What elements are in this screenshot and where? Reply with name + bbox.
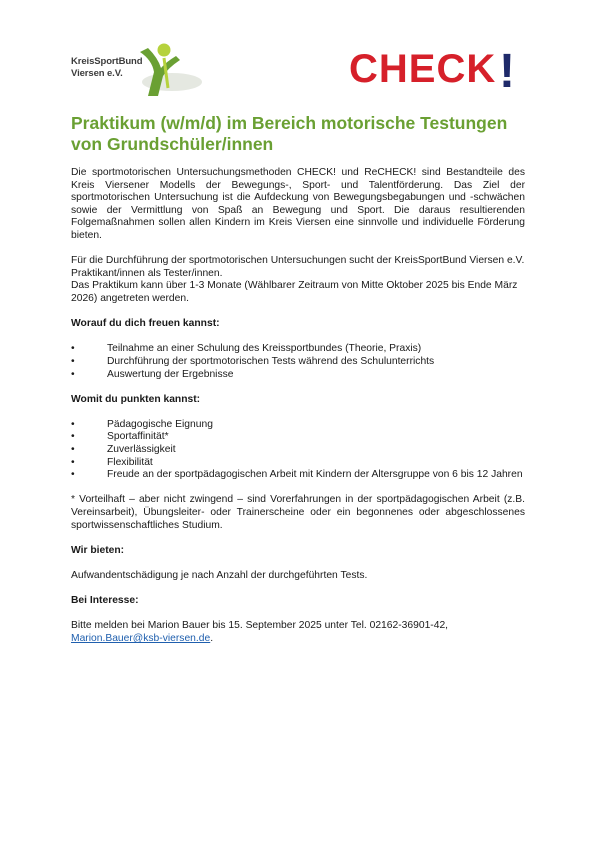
contact-end-period: . — [210, 632, 214, 644]
ksb-logo-text — [71, 56, 142, 80]
offer-text: Aufwandentschädigung je nach Anzahl der durchgeführten Tests. — [71, 570, 368, 581]
list-item: • Durchführung der sportmotorischen Tests während des Schulunterrichts — [71, 355, 435, 367]
heading-punkten: Womit du punkten kannst: — [71, 393, 201, 405]
contact-text — [71, 620, 525, 645]
title-line-2: von Grundschüler/innen — [71, 134, 274, 154]
bullet-icon: • — [71, 456, 75, 468]
list-item: • Pädagogische Eignung — [71, 418, 213, 430]
list-punkten — [71, 419, 525, 482]
bullet-icon: • — [71, 418, 75, 430]
ksb-name-line2: Viersen e.V. — [71, 68, 123, 79]
list-item: • Zuverlässigkeit — [71, 444, 176, 456]
heading-interesse: Bei Interesse: — [71, 595, 139, 607]
contact-sentence: Bitte melden bei Marion Bauer bis 15. September 2025 unter Tel. 02162-36901-42, — [71, 620, 449, 632]
list-item: • Freude an der sportpädagogischen Arbeit mit Kindern der Altersgruppe von 6 bis 12 Jahren — [71, 469, 523, 481]
list-item: • Auswertung der Ergebnisse — [71, 368, 234, 380]
heading-freuen: Worauf du dich freuen kannst: — [71, 318, 220, 330]
footnote-paragraph: * Vorteilhaft – aber nicht zwingend – sind Vorerfahrungen in der sportpädagogischen Arbeit (z.B. Vereinsarbeit), Übungsleiter- oder Trainerscheine oder ein begonnenes oder abgeschlossenes sportwissenschaftliches Studium. — [71, 494, 525, 531]
list-freuen — [71, 343, 525, 381]
document-body — [71, 167, 525, 646]
bullet-icon: • — [71, 355, 75, 367]
heading-bieten: Wir bieten: — [71, 544, 125, 556]
list-item: • Sportaffinität* — [71, 431, 169, 443]
search-paragraph: Für die Durchführung der sportmotorischen Untersuchungen sucht der KreisSportBund Viersen e.V. Praktikant/innen als Tester/innen. — [71, 255, 525, 279]
bullet-icon: • — [71, 431, 75, 443]
email-link[interactable]: Marion.Bauer@ksb-viersen.de — [71, 632, 211, 644]
ksb-logo — [68, 38, 208, 98]
bullet-icon: • — [71, 469, 75, 481]
bullet-icon: • — [71, 444, 75, 456]
list-item: • Teilnahme an einer Schulung des Kreissportbundes (Theorie, Praxis) — [71, 343, 422, 355]
page-title — [71, 113, 531, 155]
exclamation-icon: ! — [499, 46, 515, 96]
period-paragraph: Das Praktikum kann über 1-3 Monate (Wählbarer Zeitraum von Mitte Oktober 2025 bis Ende März 2026) angetreten werden. — [71, 280, 518, 304]
list-item: • Flexibilität — [71, 456, 153, 468]
check-logo — [349, 46, 529, 96]
intro-paragraph: Die sportmotorischen Untersuchungsmethoden CHECK! und ReCHECK! sind Bestandteile des Kreis Viersener Modells der Bewegungs-, Sport- und Talentförderung. Das Ziel der sportmotorischen Untersuchung ist die Aufdeckung von Bewegungsbegabungen und -schwächen sowie der Vermittlung von Spaß an Bewegung und Sport. Die daraus resultierenden Folgemaßnahmen sollen allen Kindern im Kreis Viersen eine sinnvolle und individuelle Förderung bieten. — [71, 167, 525, 241]
bullet-icon: • — [71, 343, 75, 355]
bullet-icon: • — [71, 368, 75, 380]
ksb-name-line1: KreisSportBund — [71, 56, 143, 67]
title-line-1: Praktikum (w/m/d) im Bereich motorische Testungen — [71, 113, 508, 133]
check-logo-text: CHECK — [349, 47, 497, 91]
